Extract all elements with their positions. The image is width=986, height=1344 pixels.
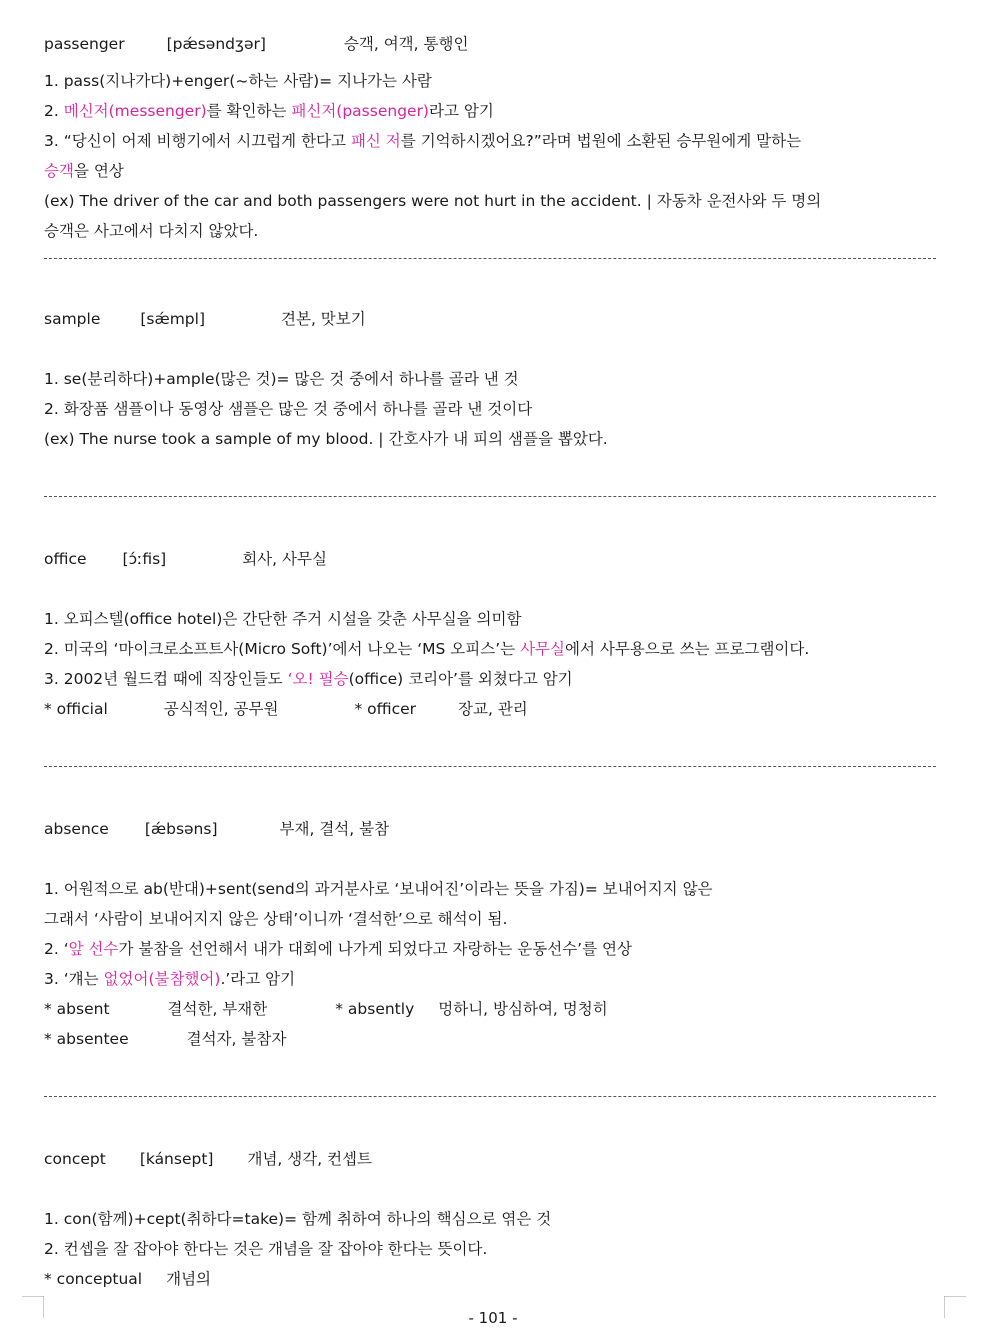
mnemonic-line: 3. “당신이 어제 비행기에서 시끄럽게 한다고 패신 저를 기억하시겠어요?”라며 법원에 소환된 승무원에게 말하는 (44, 132, 802, 150)
meaning: 부재, 결석, 불참 (279, 820, 390, 838)
mnemonic-line: 1. con(함께)+cept(취하다=take)= 함께 취하여 하나의 핵심으로 엮은 것 (44, 1210, 552, 1228)
highlight: 패신저(passenger) (291, 102, 429, 120)
derivative-meaning: 멍하니, 방심하여, 멍청히 (438, 1000, 608, 1018)
derivative-word: * absently (335, 1000, 415, 1018)
section-divider (44, 496, 936, 497)
entry-headword-line (44, 309, 366, 329)
headword: sample (44, 310, 101, 328)
example-translation: 승객은 사고에서 다치지 않았다. (44, 222, 259, 240)
mnemonic-line: 그래서 ‘사람이 보내어지지 않은 상태’이니까 ‘결석한’으로 해석이 됨. (44, 910, 508, 928)
derivative-word: * absentee (44, 1030, 129, 1048)
derivative-meaning: 개념의 (166, 1270, 212, 1288)
mnemonic-line: 승객을 연상 (44, 162, 124, 180)
highlight: ‘오! 필승 (287, 670, 349, 688)
pronunciation: [ǽbsəns] (144, 820, 218, 838)
mnemonic-line: 2. 미국의 ‘마이크로소프트사(Micro Soft)’에서 나오는 ‘MS 오피스’는 사무실에서 사무용으로 쓰는 프로그램이다. (44, 640, 810, 658)
derivative-meaning: 장교, 관리 (458, 700, 528, 718)
derivative-meaning: 결석한, 부재한 (167, 1000, 268, 1018)
entry-headword-line (44, 549, 327, 569)
mnemonic-line: 3. 2002년 월드컵 때에 직장인들도 ‘오! 필승(office) 코리아’를 외쳤다고 암기 (44, 670, 573, 688)
meaning: 승객, 여객, 통행인 (343, 35, 469, 53)
highlight: 사무실 (520, 640, 565, 658)
pronunciation: [pǽsəndʒər] (166, 35, 266, 53)
meaning: 회사, 사무실 (242, 550, 327, 568)
section-divider (44, 766, 936, 767)
pronunciation: [kánsept] (139, 1150, 214, 1168)
mnemonic-line: 3. ‘걔는 없었어(불참했어).’라고 암기 (44, 970, 296, 988)
mnemonic-line: 1. 어원적으로 ab(반대)+sent(send의 과거분사로 ‘보내어진’이라는 뜻을 가짐)= 보내어지지 않은 (44, 880, 713, 898)
derivative-word: * absent (44, 1000, 110, 1018)
mnemonic-line: 2. 메신저(messenger)를 확인하는 패신저(passenger)라고 암기 (44, 102, 494, 120)
mnemonic-line: 1. se(분리하다)+ample(많은 것)= 많은 것 중에서 하나를 골라 낸 것 (44, 370, 519, 388)
section-divider (44, 1096, 936, 1097)
meaning: 개념, 생각, 컨셉트 (247, 1150, 372, 1168)
example-sentence: (ex) The driver of the car and both passengers were not hurt in the accident. | 자동차 운전사와 두 명의 (44, 192, 822, 210)
highlight: 없었어(불참했어) (103, 970, 221, 988)
derivative-word: * conceptual (44, 1270, 143, 1288)
headword: passenger (44, 35, 125, 53)
derivative-meaning: 공식적인, 공무원 (163, 700, 279, 718)
headword: office (44, 550, 87, 568)
page-number: - 101 - (468, 1309, 518, 1327)
entry-headword-line (44, 34, 468, 54)
highlight: 앞 선수 (68, 940, 119, 958)
derivative-line (44, 999, 608, 1019)
derivative-word: * officer (354, 700, 417, 718)
derivative-meaning: 결석자, 불참자 (186, 1030, 287, 1048)
pronunciation: [sǽmpl] (140, 310, 205, 328)
example-sentence: (ex) The nurse took a sample of my blood. | 간호사가 내 피의 샘플을 뽑았다. (44, 430, 608, 448)
mnemonic-line: 2. 화장품 샘플이나 동영상 샘플은 많은 것 중에서 하나를 골라 낸 것이다 (44, 400, 533, 418)
section-divider (44, 258, 936, 259)
headword: concept (44, 1150, 106, 1168)
mnemonic-line: 2. ‘앞 선수가 불참을 선언해서 내가 대회에 나가게 되었다고 자랑하는 운동선수’를 연상 (44, 940, 632, 958)
highlight: 승객 (44, 162, 74, 180)
mnemonic-line: 1. pass(지나가다)+enger(~하는 사람)= 지나가는 사람 (44, 72, 432, 90)
highlight: 메신저(messenger) (63, 102, 207, 120)
mnemonic-line: 1. 오피스텔(office hotel)은 간단한 주거 시설을 갖춘 사무실을 의미함 (44, 610, 522, 628)
derivative-line (44, 1029, 286, 1049)
entry-headword-line (44, 1149, 372, 1169)
meaning: 견본, 맛보기 (281, 310, 366, 328)
entry-headword-line (44, 819, 389, 839)
highlight: 패신 저 (350, 132, 401, 150)
derivative-word: * official (44, 700, 108, 718)
derivative-line (44, 699, 528, 719)
pronunciation: [ɔ́ːfis] (122, 550, 167, 568)
derivative-line (44, 1269, 211, 1289)
headword: absence (44, 820, 109, 838)
mnemonic-line: 2. 컨셉을 잘 잡아야 한다는 것은 개념을 잘 잡아야 한다는 뜻이다. (44, 1240, 488, 1258)
